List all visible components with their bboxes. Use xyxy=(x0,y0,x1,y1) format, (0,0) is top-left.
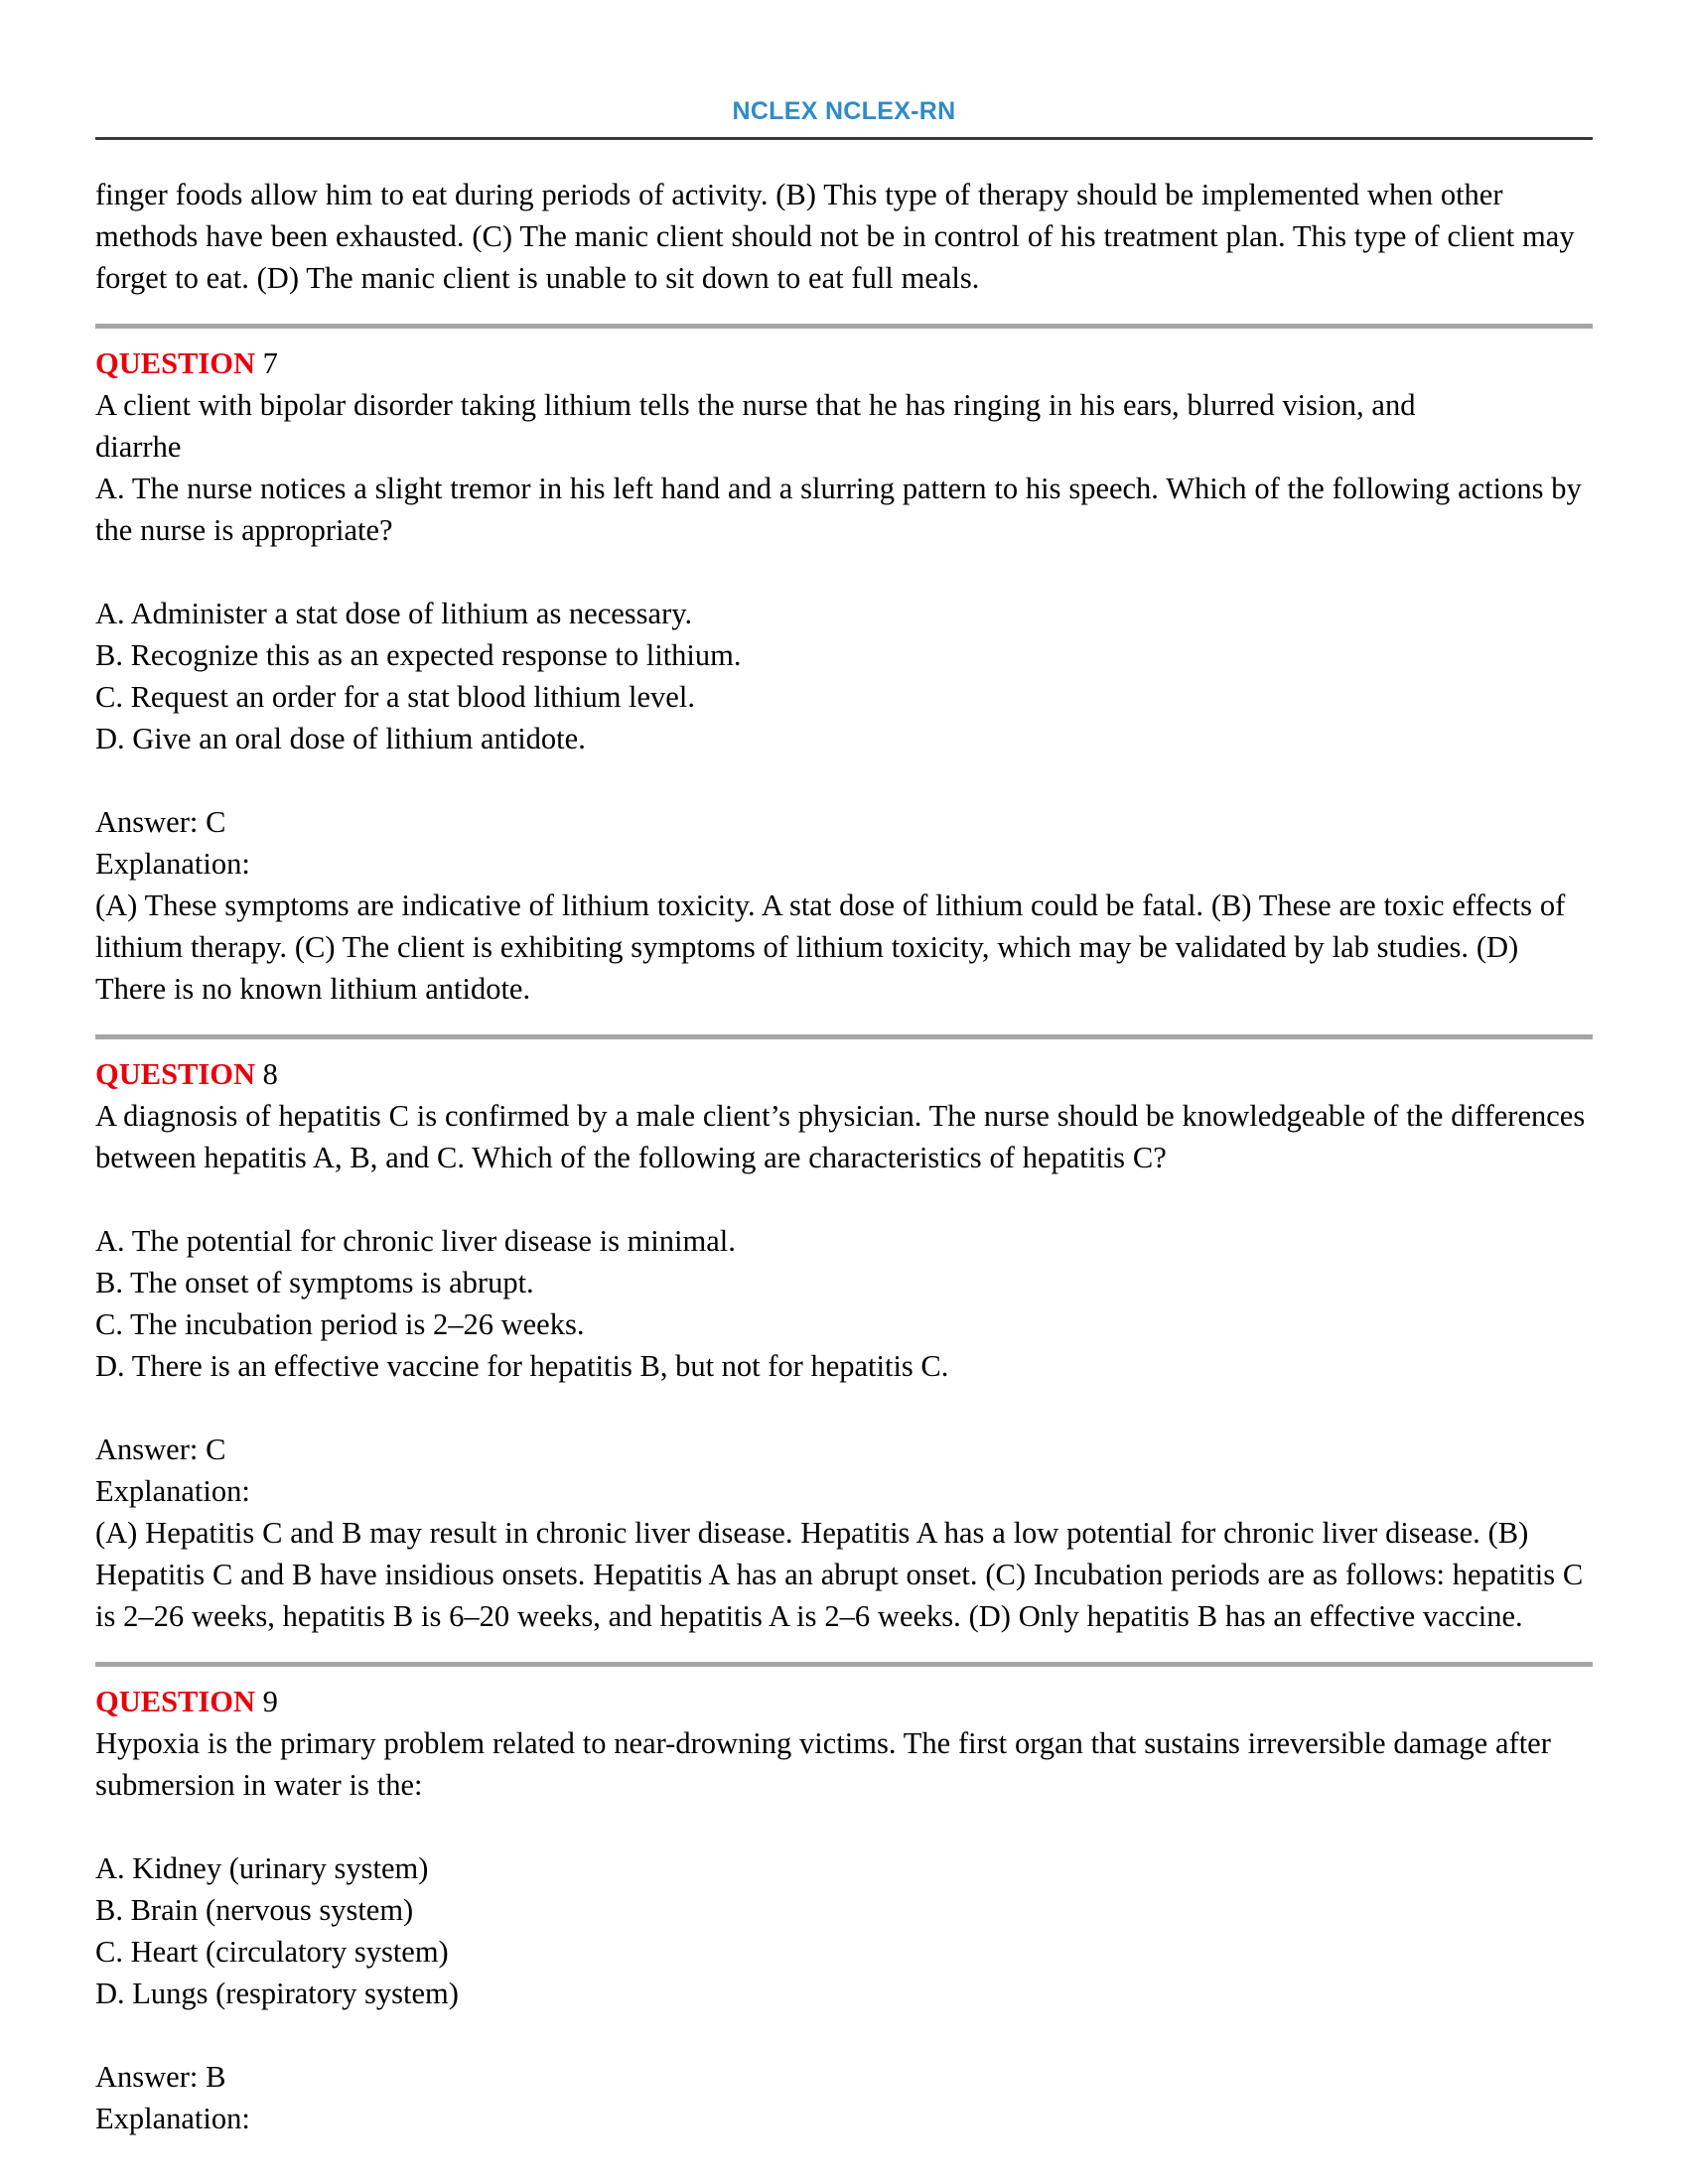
question-stem-7-line2: diarrhe xyxy=(95,430,182,464)
document-content xyxy=(95,140,1593,2139)
explanation-label-7: Explanation: xyxy=(95,847,250,881)
spacer xyxy=(95,1387,1593,1429)
answer-line-9: Answer: B xyxy=(95,2060,226,2094)
explanation-label-8: Explanation: xyxy=(95,1474,250,1508)
option-list-9 xyxy=(95,1847,1593,2014)
explanation-text-7: (A) These symptoms are indicative of lithium toxicity. A stat dose of lithium could be fatal. (B) These are toxic effects of lithium therapy. (C) The client is exhibiting symptoms of lithium toxicity, which may be validated by lab studies. (D) There is no known lithium antidote. xyxy=(95,888,1566,1006)
option-item: B. Brain (nervous system) xyxy=(95,1893,414,1927)
option-item: C. The incubation period is 2–26 weeks. xyxy=(95,1307,585,1341)
question-label: QUESTION xyxy=(95,346,256,380)
question-number: 9 xyxy=(262,1685,278,1718)
spacer xyxy=(95,551,1593,593)
option-item: C. Heart (circulatory system) xyxy=(95,1935,449,1969)
option-item: D. Lungs (respiratory system) xyxy=(95,1977,459,2010)
page-header xyxy=(0,0,1688,124)
option-item: A. The potential for chronic liver disease is minimal. xyxy=(95,1224,736,1258)
spacer xyxy=(95,1178,1593,1220)
option-item: A. Administer a stat dose of lithium as necessary. xyxy=(95,597,693,630)
option-item: B. The onset of symptoms is abrupt. xyxy=(95,1266,534,1299)
question-number: 7 xyxy=(262,346,278,380)
spacer xyxy=(95,2014,1593,2056)
spacer xyxy=(95,1806,1593,1847)
question-stem-9: Hypoxia is the primary problem related to near-drowning victims. The first organ that sustains irreversible damage after submersion in water is the: xyxy=(95,1726,1551,1802)
question-stem-7-line1: A client with bipolar disorder taking lithium tells the nurse that he has ringing in his ears, blurred vision, and xyxy=(95,388,1416,422)
question-stem-7-line3: A. The nurse notices a slight tremor in his left hand and a slurring pattern to his speech. Which of the following actions by the nurse is appropriate? xyxy=(95,472,1582,547)
section-divider xyxy=(95,1034,1593,1039)
continued-paragraph: finger foods allow him to eat during periods of activity. (B) This type of therapy should be implemented when other methods have been exhausted. (C) The manic client should not be in control of his treatment plan. This type of client may forget to eat. (D) The manic client is unable to sit down to eat full meals. xyxy=(95,178,1575,295)
option-item: D. There is an effective vaccine for hepatitis B, but not for hepatitis C. xyxy=(95,1349,949,1383)
option-item: D. Give an oral dose of lithium antidote. xyxy=(95,722,586,755)
spacer xyxy=(95,759,1593,801)
question-label: QUESTION xyxy=(95,1685,256,1718)
answer-line-7: Answer: C xyxy=(95,805,226,839)
answer-line-8: Answer: C xyxy=(95,1433,226,1466)
page-header-title: NCLEX NCLEX-RN xyxy=(732,97,956,125)
section-divider xyxy=(95,324,1593,329)
question-number: 8 xyxy=(262,1057,278,1091)
question-heading-9 xyxy=(95,1681,1593,1722)
option-item: A. Kidney (urinary system) xyxy=(95,1851,429,1885)
question-heading-8 xyxy=(95,1053,1593,1095)
option-list-7 xyxy=(95,593,1593,759)
section-divider xyxy=(95,1662,1593,1667)
option-list-8 xyxy=(95,1220,1593,1387)
option-item: B. Recognize this as an expected response to lithium. xyxy=(95,638,742,672)
question-stem-8: A diagnosis of hepatitis C is confirmed by a male client’s physician. The nurse should be knowledgeable of the differences between hepatitis A, B, and C. Which of the following are characteristics of hepatitis C? xyxy=(95,1099,1586,1174)
option-item: C. Request an order for a stat blood lithium level. xyxy=(95,680,695,714)
question-heading-7 xyxy=(95,342,1593,384)
question-label: QUESTION xyxy=(95,1057,256,1091)
explanation-text-8: (A) Hepatitis C and B may result in chronic liver disease. Hepatitis A has a low potential for chronic liver disease. (B) Hepatitis C and B have insidious onsets. Hepatitis A has an abrupt onset. (C) Incubation periods are as follows: hepatitis C is 2–26 weeks, hepatitis B is 6–20 weeks, and hepatitis A is 2–6 weeks. (D) Only hepatitis B has an effective vaccine. xyxy=(95,1516,1584,1633)
explanation-label-9: Explanation: xyxy=(95,2102,250,2135)
